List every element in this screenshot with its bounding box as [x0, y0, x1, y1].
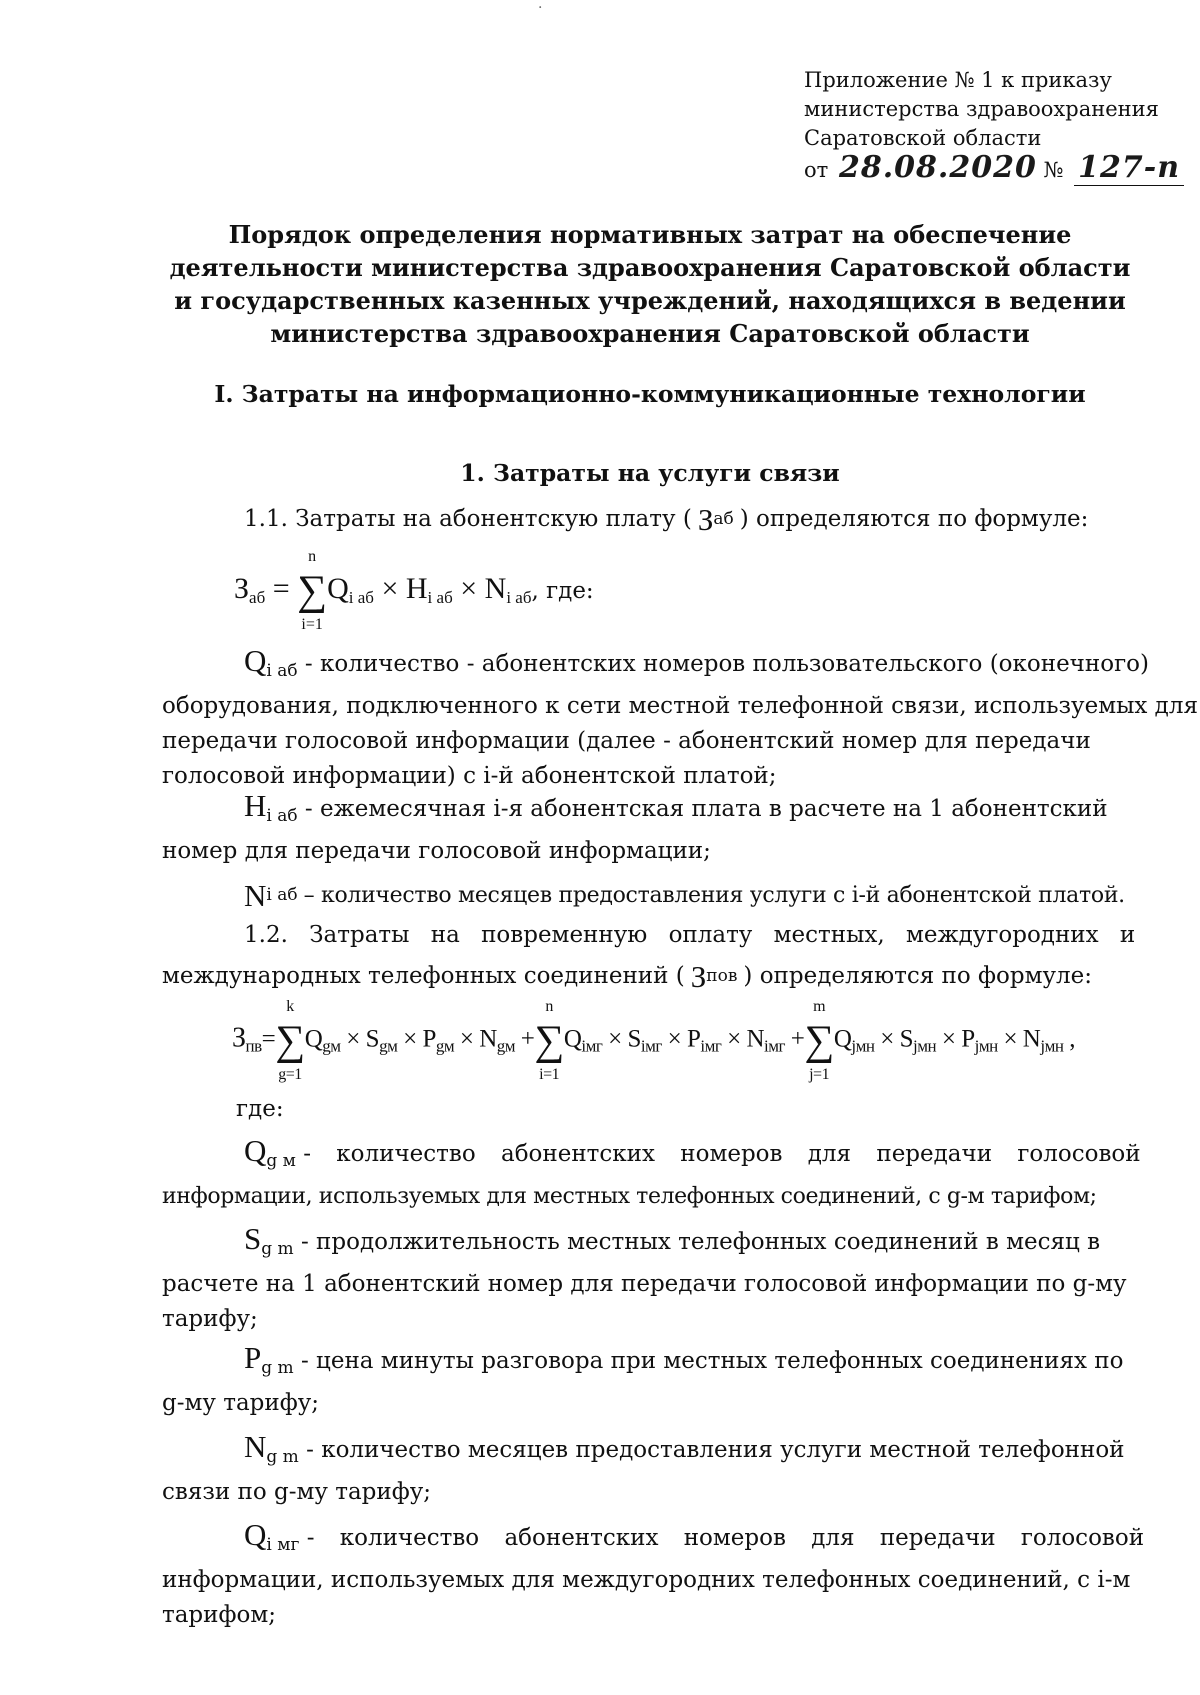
def-sg-line-1: - продолжительность местных телефонных соединений в месяц в: [300, 1229, 1101, 1255]
title-line-3: и государственных казенных учреждений, находящихся в ведении: [174, 286, 1126, 315]
def-qi-line-3: тарифом;: [162, 1602, 276, 1628]
f2-sum-i-bottom: i=1: [539, 1066, 560, 1083]
f2-s-i: S: [627, 1025, 641, 1053]
paragraph-1-1: [162, 502, 1142, 537]
definition-h-ab: [162, 788, 1142, 869]
formula-abonent-fee: [234, 548, 594, 633]
def-n-symbol: N: [244, 878, 267, 913]
def-q-line-1: - количество - абонентских номеров пользовательского (оконечного): [304, 651, 1149, 677]
scan-speck: ·: [538, 0, 543, 16]
handwritten-number: 127-п: [1078, 150, 1181, 185]
where-label: [236, 1092, 436, 1127]
def-pg-symbol: P: [244, 1340, 262, 1375]
def-ng-sub: g m: [266, 1447, 299, 1467]
f2-times: ×: [346, 1025, 360, 1053]
def-n-line-1: – количество месяцев предоставления услуги с i-й абонентской платой.: [303, 883, 1125, 908]
def-q-sub: i аб: [266, 661, 298, 681]
f2-p-g: P: [422, 1025, 436, 1053]
def-n-sub: i аб: [266, 885, 298, 905]
def-qg-sub: g м: [266, 1151, 296, 1171]
where-text: где:: [236, 1096, 284, 1122]
title-line-4: министерства здравоохранения Саратовской области: [270, 319, 1030, 348]
paragraph-1-2: [162, 918, 1142, 994]
f2-times: ×: [727, 1025, 741, 1053]
title-line-1: Порядок определения нормативных затрат на обеспечение: [228, 220, 1072, 249]
def-pg-line-2: g-му тарифу;: [162, 1390, 320, 1416]
f2-sum-j: m ∑ j=1: [804, 998, 834, 1083]
f1-sum: n ∑ i=1: [297, 548, 328, 633]
f2-p-j-sub: jмн: [974, 1036, 998, 1056]
f2-p-j: P: [961, 1025, 975, 1053]
date-prefix: от: [804, 158, 829, 182]
f2-sum-i: n ∑ i=1: [534, 998, 564, 1083]
f2-times: ×: [403, 1025, 417, 1053]
section-heading: I. Затраты на информационно-коммуникационные технологии: [214, 380, 1086, 408]
f1-q: Q: [327, 571, 349, 605]
f2-s-j: S: [899, 1025, 913, 1053]
def-qg-line-1: - количество абонентских номеров для передачи голосовой: [303, 1141, 1141, 1167]
f2-sum-j-bottom: j=1: [809, 1066, 830, 1083]
f2-n-g-sub: gм: [496, 1036, 516, 1056]
f2-p-g-sub: gм: [435, 1036, 455, 1056]
f1-h: H: [405, 571, 428, 605]
f2-n-j-sub: jмн: [1040, 1036, 1064, 1056]
f1-times-2: ×: [460, 571, 478, 605]
definition-q-img: [162, 1517, 1145, 1633]
f1-h-sub: i аб: [427, 587, 453, 607]
def-qi-symbol: Q: [244, 1517, 267, 1552]
def-h-sub: i аб: [266, 806, 298, 826]
f2-s-g-sub: gм: [379, 1036, 398, 1056]
p11-text-b: ) определяются по формуле:: [739, 506, 1089, 532]
def-qg-line-2: информации, используемых для местных телефонных соединений, с g-м тарифом;: [162, 1184, 1097, 1209]
def-ng-line-2: связи по g-му тарифу;: [162, 1479, 432, 1505]
f2-plus: +: [520, 1025, 535, 1053]
p11-symbol-sub: аб: [713, 509, 734, 529]
f1-lhs: З: [234, 571, 250, 605]
f2-times: ×: [608, 1025, 622, 1053]
definition-q-gm: [162, 1133, 1142, 1214]
number-label: №: [1043, 158, 1064, 182]
def-q-line-4: голосовой информации) с i-й абонентской платой;: [162, 763, 777, 789]
f2-p-i-sub: iмг: [700, 1036, 722, 1056]
document-title: [120, 218, 1180, 350]
f2-sum-g: k ∑ g=1: [275, 998, 305, 1083]
p12-line-2b: ) определяются по формуле:: [743, 963, 1093, 989]
formula-time-based: [232, 998, 1075, 1083]
f2-q-j-sub: jмн: [851, 1036, 875, 1056]
f2-times: ×: [1003, 1025, 1018, 1053]
def-ng-symbol: N: [244, 1429, 267, 1464]
definition-n-gm: [162, 1429, 1142, 1510]
def-sg-sub: g m: [261, 1239, 294, 1259]
f2-q-g-sub: gм: [322, 1036, 341, 1056]
p12-line-1: 1.2. Затраты на повременную оплату местных, междугородних и: [244, 922, 1136, 948]
def-qi-line-1: - количество абонентских номеров для передачи голосовой: [306, 1525, 1145, 1551]
def-pg-sub: g m: [261, 1358, 294, 1378]
f2-times: ×: [667, 1025, 682, 1053]
def-qg-symbol: Q: [244, 1133, 267, 1168]
appendix-header: [804, 66, 1194, 186]
f2-lhs-sub: пв: [245, 1036, 262, 1056]
p12-symbol: З: [690, 959, 707, 994]
f2-p-i: P: [686, 1025, 701, 1053]
f1-times-1: ×: [381, 571, 399, 605]
f2-s-g: S: [365, 1025, 380, 1053]
def-pg-line-1: - цена минуты разговора при местных телефонных соединениях по: [300, 1348, 1124, 1374]
def-qi-line-2: информации, используемых для междугородних телефонных соединений, с i-м: [162, 1567, 1131, 1593]
def-h-symbol: H: [244, 788, 267, 823]
f1-n: N: [484, 571, 507, 605]
f2-s-i-sub: iмг: [640, 1036, 662, 1056]
f2-q-i: Q: [563, 1025, 582, 1053]
def-ng-line-1: - количество месяцев предоставления услуги местной телефонной: [306, 1437, 1125, 1463]
p11-symbol: З: [697, 502, 714, 537]
definition-s-gm: [162, 1221, 1142, 1337]
header-line-2: министерства здравоохранения: [804, 97, 1159, 121]
def-sg-line-3: тарифу;: [162, 1306, 258, 1332]
p11-text-a: 1.1. Затраты на абонентскую плату (: [244, 506, 692, 532]
f2-times: ×: [941, 1025, 956, 1053]
def-q-line-3: передачи голосовой информации (далее - абонентский номер для передачи: [162, 728, 1091, 754]
f1-tail: , где:: [531, 577, 594, 604]
f2-sum-j-top: m: [813, 998, 826, 1015]
f2-times: ×: [459, 1025, 474, 1053]
header-date-line: [804, 150, 1194, 186]
definition-p-gm: [162, 1340, 1142, 1421]
f2-n-j: N: [1022, 1025, 1041, 1053]
header-line-1: Приложение № 1 к приказу: [804, 68, 1112, 92]
f2-lhs: З: [232, 1022, 246, 1054]
f2-q-j: Q: [833, 1025, 852, 1053]
f1-sum-bottom: i=1: [301, 616, 323, 633]
f2-plus: +: [790, 1025, 805, 1053]
f2-n-i-sub: iмг: [764, 1036, 785, 1056]
p12-line-2a: международных телефонных соединений (: [162, 963, 685, 989]
f2-n-g: N: [479, 1025, 497, 1053]
f2-times: ×: [880, 1025, 894, 1053]
f1-eq: =: [272, 571, 290, 605]
subsection-heading: 1. Затраты на услуги связи: [460, 459, 840, 487]
def-sg-line-2: расчете на 1 абонентский номер для передачи голосовой информации по g-му: [162, 1271, 1127, 1297]
f2-n-i: N: [746, 1025, 765, 1053]
f2-sum-g-top: k: [286, 998, 294, 1015]
f2-q-g: Q: [304, 1025, 323, 1053]
f2-sum-i-top: n: [545, 998, 553, 1015]
definition-n-ab: [162, 878, 1142, 913]
def-q-line-2: оборудования, подключенного к сети местной телефонной связи, используемых для: [162, 693, 1198, 719]
def-sg-symbol: S: [244, 1221, 262, 1256]
f2-eq: =: [261, 1025, 276, 1053]
definition-q-ab: [162, 643, 1198, 794]
def-h-line-2: номер для передачи голосовой информации;: [162, 838, 711, 864]
f1-sum-top: n: [308, 548, 317, 565]
def-h-line-1: - ежемесячная i-я абонентская плата в расчете на 1 абонентский: [304, 796, 1108, 822]
header-line-3: Саратовской области: [804, 126, 1042, 150]
p12-symbol-sub: пов: [706, 966, 738, 986]
f2-q-i-sub: iмг: [581, 1036, 603, 1056]
f2-s-j-sub: jмн: [912, 1036, 937, 1056]
f1-lhs-sub: аб: [249, 587, 266, 607]
f2-sum-g-bottom: g=1: [278, 1066, 302, 1083]
handwritten-date: 28.08.2020: [838, 150, 1037, 185]
title-line-2: деятельности министерства здравоохранения Саратовской области: [169, 253, 1131, 282]
f2-comma: ,: [1069, 1025, 1075, 1053]
f1-n-sub: i аб: [506, 587, 532, 607]
def-qi-sub: i мг: [266, 1535, 300, 1555]
def-q-symbol: Q: [244, 643, 267, 678]
f1-q-sub: i аб: [348, 587, 374, 607]
